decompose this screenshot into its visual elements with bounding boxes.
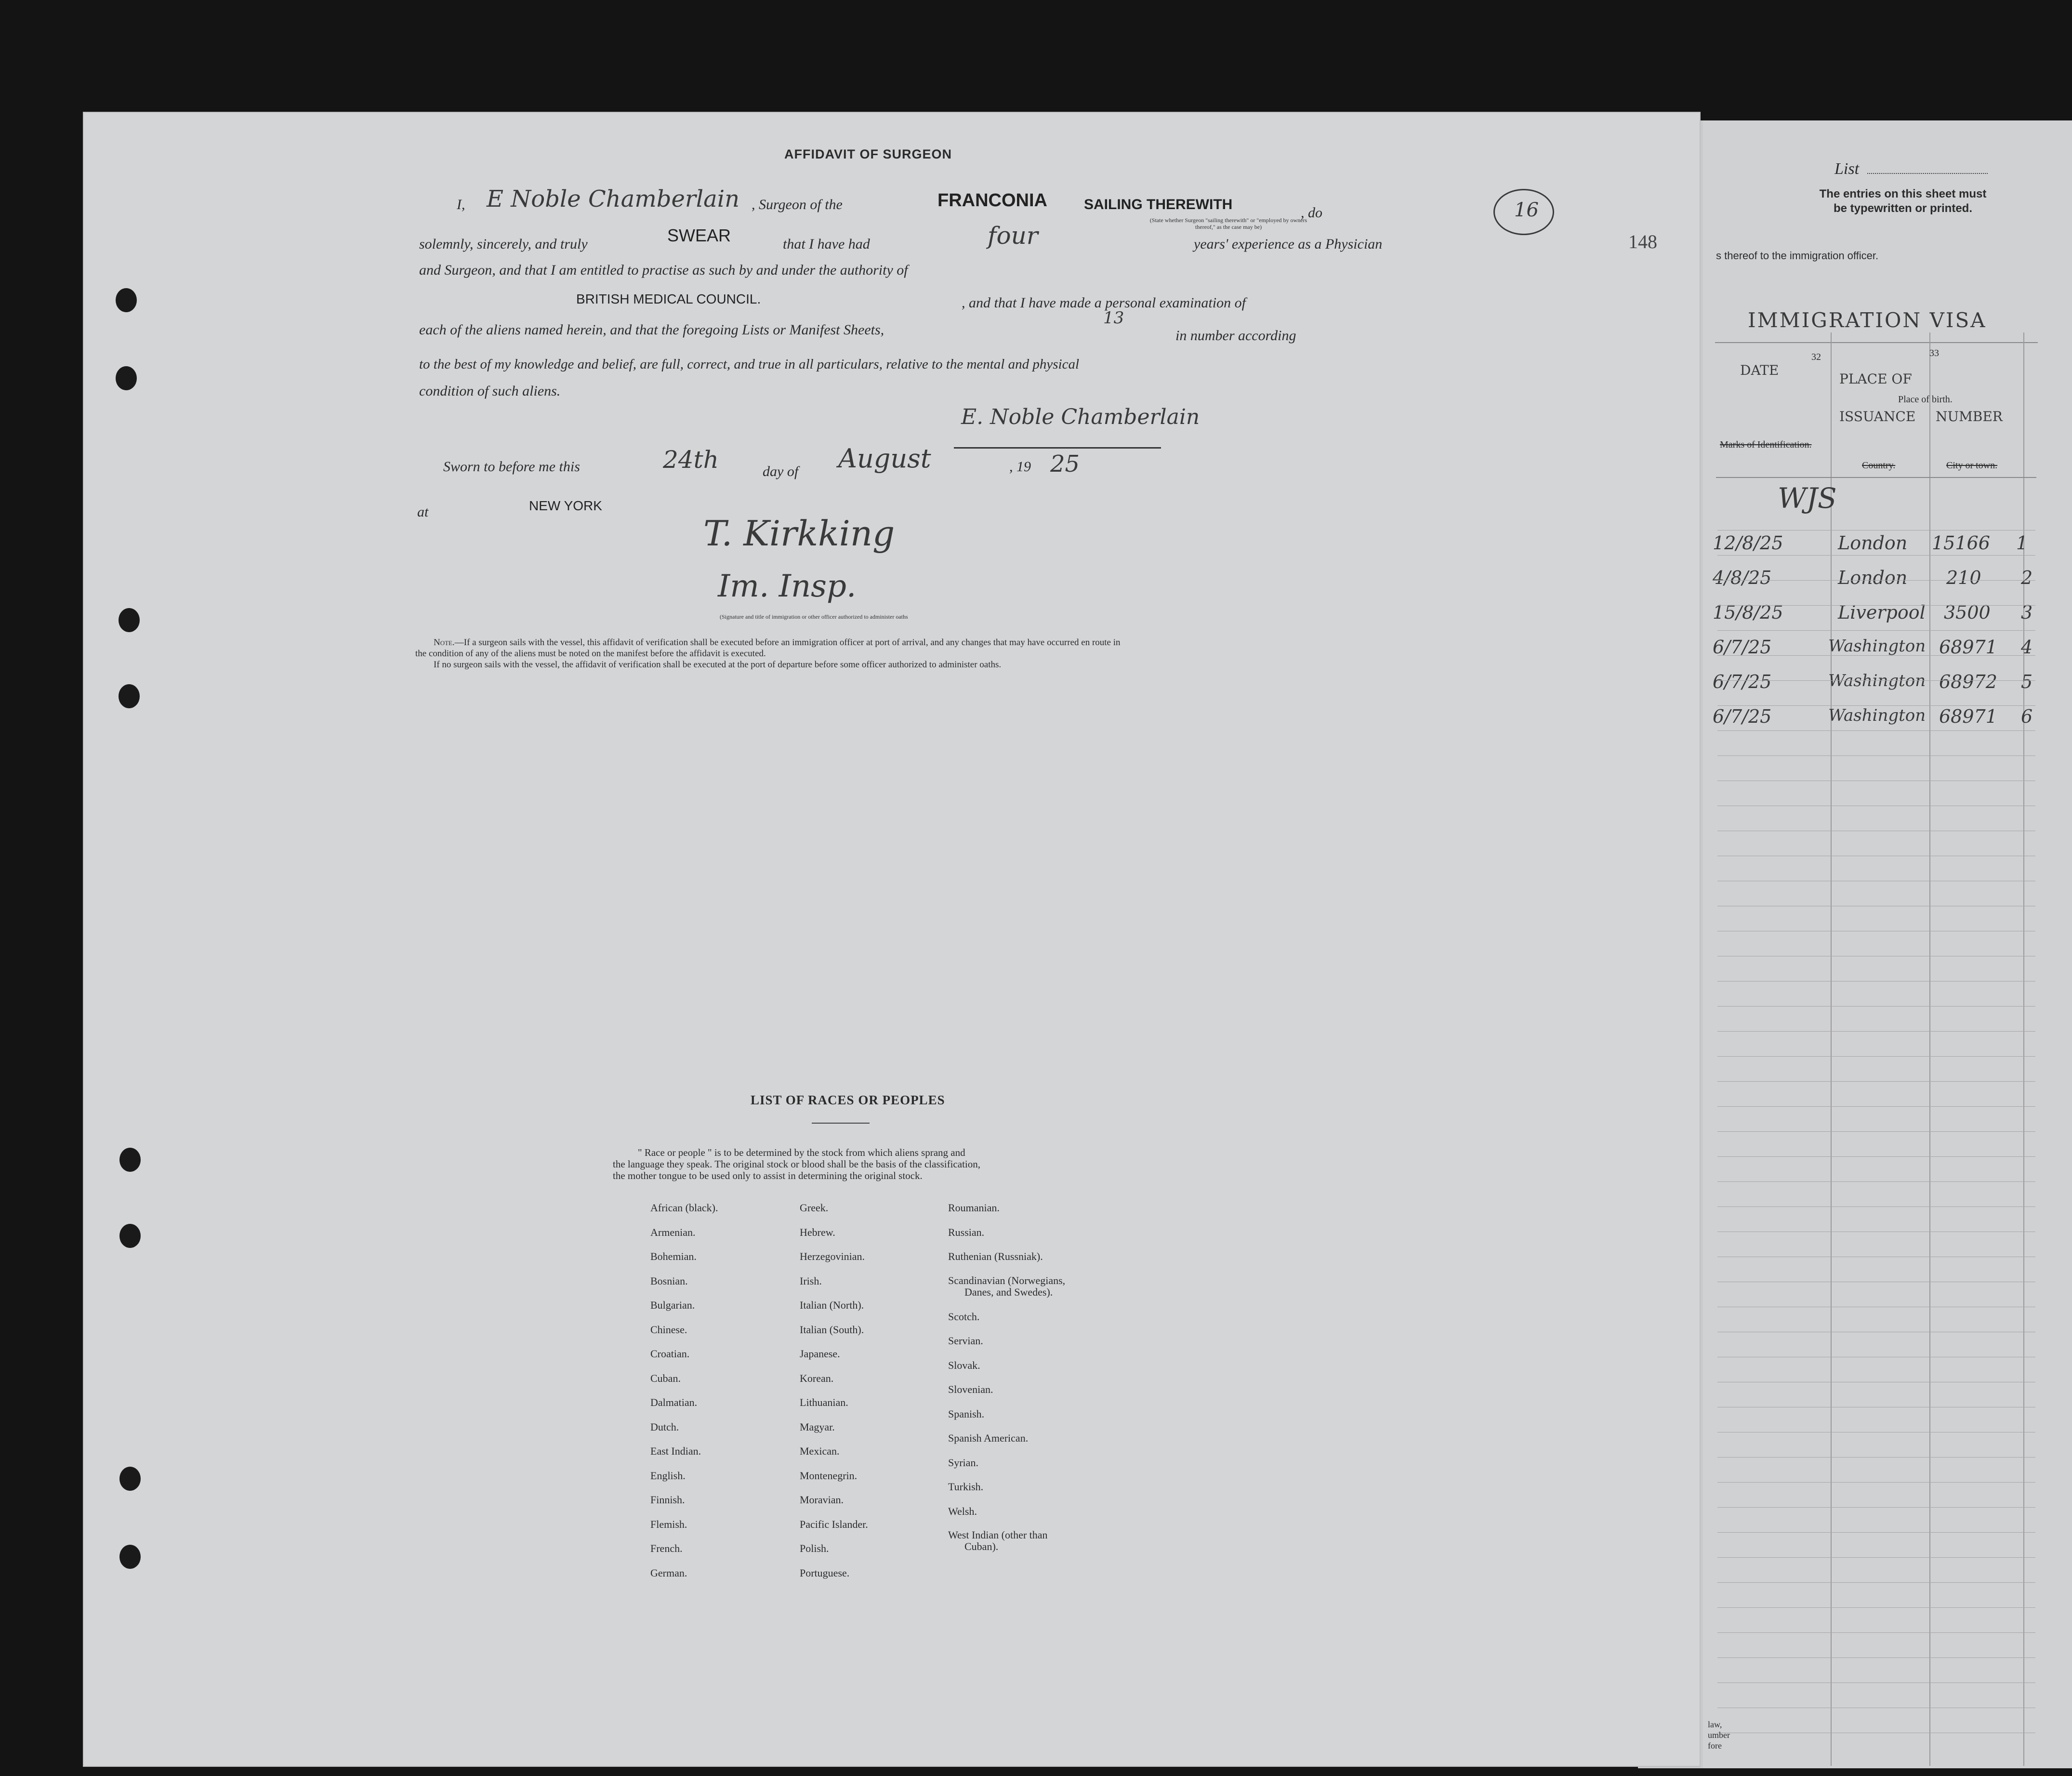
grid-row-line: [1717, 1532, 2035, 1533]
visa-seq: 3: [2021, 602, 2033, 623]
visa-place: Washington: [1828, 636, 1926, 656]
affidavit-line4: , and that I have made a personal examination of: [962, 295, 1246, 311]
note-line-3: If no surgeon sails with the vessel, the affidavit of verification shall be executed at the port of departure before some officer authorized to administer oaths.: [434, 660, 1002, 670]
surgeon-of-label: , Surgeon of the: [752, 197, 843, 212]
grid-row-line: [1717, 1607, 2035, 1608]
grid-row-line: [1717, 705, 2035, 706]
visa-number: 210: [1946, 567, 1981, 588]
solemnly-label: solemnly, sincerely, and truly: [419, 236, 588, 252]
binder-hole: [119, 1545, 141, 1569]
table-row: [1713, 636, 2040, 671]
race-item: German.: [650, 1566, 687, 1579]
visa-number: 68972: [1939, 671, 1997, 692]
affidavit-line5: each of the aliens named herein, and that the foregoing Lists or Manifest Sheets,: [419, 322, 884, 338]
note-line-1: [434, 637, 1121, 648]
race-item: Cuban).: [964, 1540, 999, 1552]
note-label: Note.: [434, 637, 455, 648]
affidavit-line6: to the best of my knowledge and belief, are full, correct, and true in all particulars, relative to the mental and physical: [419, 357, 1080, 372]
list-blank: [1867, 173, 1988, 174]
column-header-rule: [1716, 477, 2036, 478]
fragment-line: law,: [1708, 1720, 1722, 1729]
sworn-day: 24th: [663, 446, 719, 474]
visa-header: IMMIGRATION VISA: [1748, 308, 1987, 332]
list-label: [1834, 160, 1988, 178]
race-item: Turkish.: [948, 1481, 984, 1493]
sworn-month: August: [838, 443, 931, 474]
grid-row-line: [1717, 1457, 2035, 1458]
surgeon-name: E Noble Chamberlain: [487, 186, 740, 212]
visa-date: 4/8/25: [1713, 567, 1772, 588]
sailing-note: (State whether Surgeon "sailing therewith" or "employed by owners thereof," as the case may be): [1149, 217, 1307, 230]
list-label-text: List: [1834, 160, 1860, 178]
visa-seq: 5: [2021, 671, 2033, 692]
country-label: Country.: [1862, 460, 1896, 471]
grid-row-line: [1717, 1181, 2035, 1182]
visa-place: London: [1838, 567, 1908, 588]
races-title-rule: [812, 1123, 870, 1124]
visa-number: 3500: [1944, 602, 1991, 623]
circled-number-text: 16: [1514, 199, 1539, 221]
race-item: East Indian.: [650, 1445, 701, 1457]
race-item: Bosnian.: [650, 1274, 688, 1287]
grid-row-line: [1717, 1006, 2035, 1007]
have-had-label: that I have had: [783, 236, 870, 252]
race-item: Moravian.: [800, 1494, 844, 1506]
sworn-place: NEW YORK: [529, 498, 602, 513]
races-column-3: [948, 1196, 1065, 1552]
race-item: Scotch.: [948, 1310, 980, 1323]
header-rule: [1715, 342, 2038, 343]
signature-underline: [954, 447, 1161, 449]
races-intro-line: the mother tongue to be used only to assist in determining the original stock.: [613, 1170, 923, 1181]
surgeon-signature: E. Noble Chamberlain: [961, 405, 1200, 429]
race-item: Irish.: [800, 1274, 822, 1287]
race-item: Hebrew.: [800, 1226, 835, 1238]
race-item: Italian (North).: [800, 1299, 864, 1311]
grid-row-line: [1717, 1131, 2035, 1132]
years-count: four: [988, 222, 1038, 250]
race-item: Greek.: [800, 1202, 829, 1214]
date-label: DATE: [1740, 362, 1779, 378]
col-number-32: 32: [1811, 352, 1821, 362]
visa-number: 15166: [1932, 532, 1990, 554]
race-item: Bulgarian.: [650, 1299, 695, 1311]
signature-caption: (Signature and title of immigration or other officer authorized to administer oaths: [720, 613, 908, 620]
race-item: Dalmatian.: [650, 1396, 698, 1408]
race-item: Lithuanian.: [800, 1396, 848, 1408]
binder-hole: [119, 1224, 141, 1248]
number-label: NUMBER: [1936, 409, 2003, 424]
grid-row-line: [1717, 1507, 2035, 1508]
grid-row-line: [1717, 1557, 2035, 1558]
race-item: Korean.: [800, 1372, 834, 1384]
visa-seq: 1: [2016, 532, 2028, 554]
sworn-label: Sworn to before me this: [443, 459, 580, 475]
city-label: City or town.: [1946, 460, 1998, 471]
race-item: Servian.: [948, 1335, 983, 1347]
race-item: Mexican.: [800, 1445, 840, 1457]
sheet-count: 13: [1103, 308, 1124, 328]
grid-row-line: [1717, 755, 2035, 756]
grid-row-line: [1717, 1056, 2035, 1057]
race-item: Slovak.: [948, 1359, 980, 1371]
grid-row-line: [1717, 1106, 2035, 1107]
race-item: Magyar.: [800, 1420, 835, 1433]
visa-date: 12/8/25: [1713, 532, 1783, 554]
grid-row-line: [1717, 1081, 2035, 1082]
race-item: Bohemian.: [650, 1250, 697, 1262]
race-item: Cuban.: [650, 1372, 681, 1384]
race-item: Ruthenian (Russniak).: [948, 1250, 1043, 1262]
race-item: Italian (South).: [800, 1323, 864, 1336]
binder-hole: [119, 684, 140, 708]
race-item: Scandinavian (Norwegians,: [948, 1274, 1066, 1286]
race-item: West Indian (other than: [948, 1529, 1048, 1541]
issuance-label: ISSUANCE: [1839, 409, 1916, 424]
affidavit-line5-rest: in number according: [1175, 328, 1296, 344]
visa-seq: 4: [2021, 636, 2033, 658]
table-row: [1713, 567, 2040, 602]
visa-number: 68971: [1939, 706, 1997, 727]
race-item: Spanish American.: [948, 1432, 1029, 1444]
table-row: [1713, 706, 2040, 741]
race-item: Armenian.: [650, 1226, 696, 1238]
race-item: Danes, and Swedes).: [964, 1286, 1053, 1298]
fragment-line: fore: [1708, 1741, 1722, 1750]
grid-row-line: [1717, 580, 2035, 581]
sworn-year: 25: [1050, 451, 1080, 477]
grid-row-line: [1717, 1031, 2035, 1032]
grid-row-line: [1717, 1657, 2035, 1658]
page-number: 148: [1628, 231, 1657, 252]
table-row: [1713, 602, 2040, 636]
day-of-label: day of: [763, 464, 799, 479]
place-of-label: PLACE OF: [1839, 371, 1912, 387]
binder-hole: [119, 1467, 141, 1491]
races-intro: [613, 1147, 980, 1181]
wj-mark: WJS: [1778, 482, 1837, 515]
visa-number: 68971: [1939, 636, 1997, 658]
ship-name: FRANCONIA: [937, 190, 1047, 211]
race-item: English.: [650, 1469, 686, 1482]
year-prefix: , 19: [1009, 459, 1031, 475]
instruction-line: The entries on this sheet must: [1819, 187, 1987, 200]
place-of-birth-label: Place of birth.: [1898, 394, 1953, 405]
race-item: Chinese.: [650, 1323, 687, 1336]
instruction-line: be typewritten or printed.: [1833, 202, 1973, 215]
races-intro-line: " Race or people " is to be determined by the stock from which aliens sprang and: [638, 1147, 965, 1158]
grid-row-line: [1717, 630, 2035, 631]
binder-hole: [119, 608, 140, 632]
visa-seq: 2: [2021, 567, 2033, 588]
do-label: , do: [1301, 205, 1322, 221]
race-item: Slovenian.: [948, 1383, 993, 1395]
race-item: Polish.: [800, 1542, 829, 1554]
binder-hole: [119, 1148, 141, 1172]
grid-row-line: [1717, 730, 2035, 731]
race-item: Herzegovinian.: [800, 1250, 865, 1262]
race-item: Portuguese.: [800, 1566, 850, 1579]
sailing-status: SAILING THEREWITH: [1084, 197, 1233, 212]
races-column-1: [650, 1196, 718, 1585]
visa-date: 6/7/25: [1713, 671, 1772, 692]
race-item: Japanese.: [800, 1348, 840, 1360]
affidavit-i: I,: [457, 197, 465, 212]
race-item: French.: [650, 1542, 683, 1554]
sheet-instructions: [1787, 187, 2019, 216]
marks-identification-label: Marks of Identification.: [1720, 439, 1812, 450]
visa-place: Liverpool: [1838, 602, 1926, 623]
race-item: Russian.: [948, 1226, 985, 1238]
races-column-2: [800, 1196, 868, 1585]
swear-word: SWEAR: [667, 225, 731, 245]
authority-name: BRITISH MEDICAL COUNCIL.: [576, 292, 761, 306]
binder-hole: [116, 288, 137, 312]
visa-place: Washington: [1828, 706, 1926, 725]
race-item: Dutch.: [650, 1420, 679, 1433]
grid-row-line: [1717, 1482, 2035, 1483]
partial-instruction: s thereof to the immigration officer.: [1716, 250, 1879, 262]
officer-signature: T. Kirkking: [703, 513, 895, 554]
race-item: Spanish.: [948, 1407, 985, 1420]
visa-rows: [1713, 532, 2040, 741]
races-intro-line: the language they speak. The original stock or blood shall be the basis of the classification,: [613, 1158, 980, 1170]
race-item: African (black).: [650, 1202, 718, 1214]
visa-date: 6/7/25: [1713, 636, 1772, 658]
affidavit-title: AFFIDAVIT OF SURGEON: [784, 147, 952, 161]
at-label: at: [417, 504, 429, 520]
experience-label: years' experience as a Physician: [1194, 236, 1383, 252]
fragment-line: umber: [1708, 1730, 1730, 1740]
affidavit-line7: condition of such aliens.: [419, 383, 561, 399]
table-row: [1713, 532, 2040, 567]
grid-row-line: [1717, 655, 2035, 656]
circled-number: [1493, 189, 1554, 235]
officer-title: Im. Insp.: [718, 569, 857, 604]
race-item: Flemish.: [650, 1518, 687, 1530]
race-item: Syrian.: [948, 1456, 978, 1469]
grid-row-line: [1717, 605, 2035, 606]
race-item: Welsh.: [948, 1505, 977, 1517]
col-number-33: 33: [1929, 348, 1939, 358]
visa-place: London: [1838, 532, 1908, 554]
race-item: Pacific Islander.: [800, 1518, 868, 1530]
grid-row-line: [1717, 1206, 2035, 1207]
grid-row-line: [1717, 680, 2035, 681]
race-item: Croatian.: [650, 1348, 690, 1360]
grid-row-line: [1717, 1582, 2035, 1583]
note-text-1: —If a surgeon sails with the vessel, this affidavit of verification shall be executed before an immigration officer at port of arrival, and any changes that may have occurred en route in: [454, 637, 1121, 648]
binder-hole: [116, 366, 137, 390]
visa-date: 15/8/25: [1713, 602, 1783, 623]
visa-seq: 6: [2021, 706, 2033, 727]
affidavit-line3: and Surgeon, and that I am entitled to practise as such by and under the authority of: [419, 262, 908, 278]
visa-date: 6/7/25: [1713, 706, 1772, 727]
race-item: Roumanian.: [948, 1202, 1000, 1214]
table-row: [1713, 671, 2040, 706]
races-title: LIST OF RACES OR PEOPLES: [751, 1093, 945, 1107]
race-item: Montenegrin.: [800, 1469, 858, 1482]
note-line-2: the condition of any of the aliens must be noted on the manifest before the affidavit is executed.: [415, 649, 766, 659]
bottom-fragment: [1708, 1719, 1730, 1751]
grid-row-line: [1717, 1156, 2035, 1157]
race-item: Finnish.: [650, 1494, 685, 1506]
grid-row-line: [1717, 1632, 2035, 1633]
visa-place: Washington: [1828, 671, 1926, 690]
grid-row-line: [1717, 555, 2035, 556]
